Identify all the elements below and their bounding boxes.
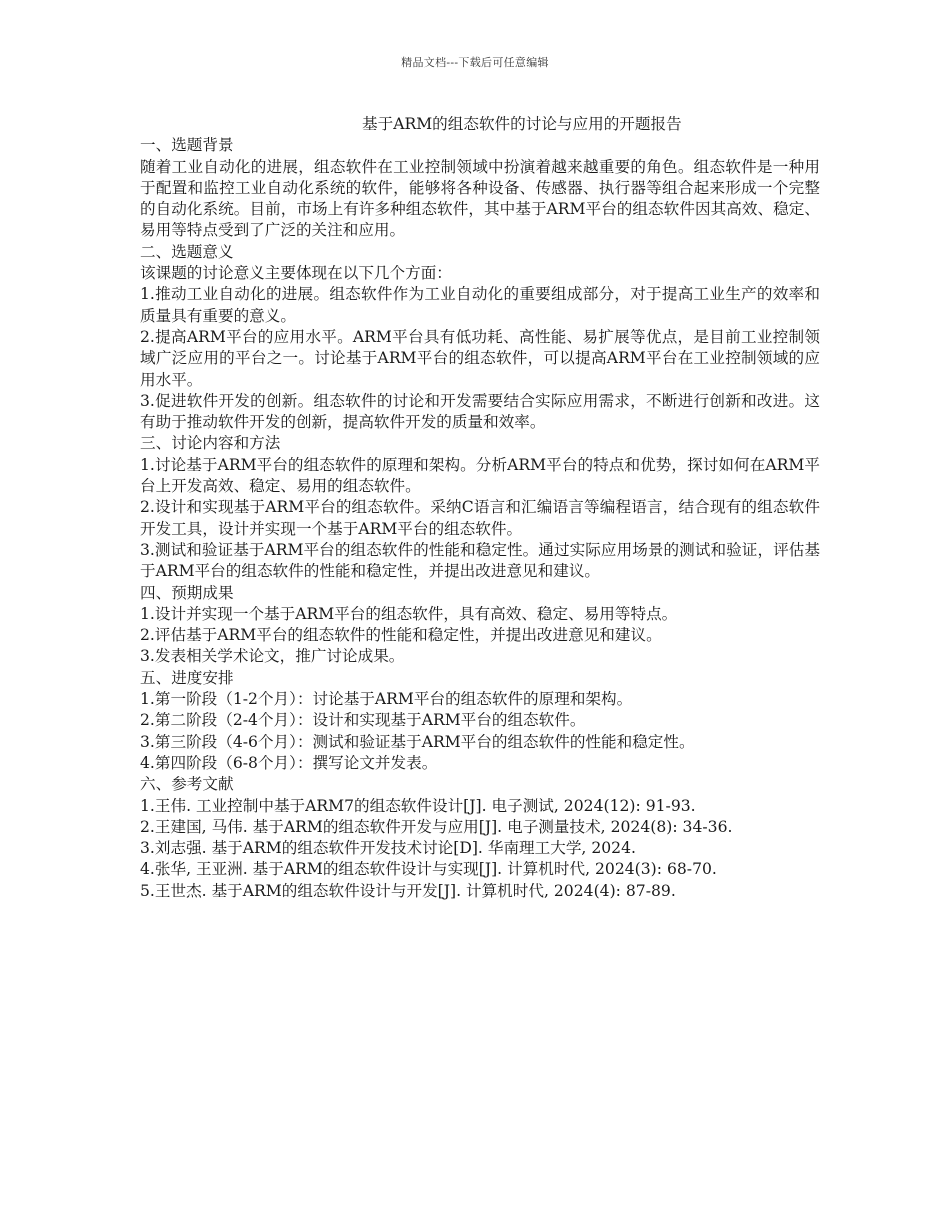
significance-intro: 该课题的讨论意义主要体现在以下几个方面： xyxy=(140,264,452,283)
references-list xyxy=(140,796,820,902)
section-heading-schedule: 五、进度安排 xyxy=(140,668,234,687)
list-item: 3.促进软件开发的创新。组态软件的讨论和开发需要结合实际应用需求，不断进行创新和改进。这有助于推动软件开发的创新，提高软件开发的质量和效率。 xyxy=(140,391,820,432)
list-item: 4.第四阶段（6-8个月）：撰写论文并发表。 xyxy=(140,753,438,772)
list-item: 1.第一阶段（1-2个月）：讨论基于ARM平台的组态软件的原理和架构。 xyxy=(140,690,633,709)
section-heading-content-methods: 三、讨论内容和方法 xyxy=(140,434,281,453)
list-item: 2.评估基于ARM平台的组态软件的性能和稳定性，并提出改进意见和建议。 xyxy=(140,626,662,645)
section-heading-background: 一、选题背景 xyxy=(140,136,234,155)
document-body xyxy=(140,114,820,902)
reference-item: 2.王建国, 马伟. 基于ARM的组态软件开发与应用[J]. 电子测量技术, 2024(8): 34-36. xyxy=(140,817,733,836)
list-item: 2.设计和实现基于ARM平台的组态软件。采纳C语言和汇编语言等编程语言，结合现有的组态软件开发工具，设计并实现一个基于ARM平台的组态软件。 xyxy=(140,498,820,538)
list-item: 1.设计并实现一个基于ARM平台的组态软件，具有高效、稳定、易用等特点。 xyxy=(140,604,678,623)
list-item: 2.第二阶段（2-4个月）：设计和实现基于ARM平台的组态软件。 xyxy=(140,711,586,730)
reference-item: 4.张华, 王亚洲. 基于ARM的组态软件设计与实现[J]. 计算机时代, 2024(3): 68-70. xyxy=(140,860,717,879)
section-heading-expected-results: 四、预期成果 xyxy=(140,583,234,602)
expected-results-list xyxy=(140,604,820,668)
content-methods-list xyxy=(140,455,820,583)
list-item: 1.讨论基于ARM平台的组态软件的原理和架构。分析ARM平台的特点和优势，探讨如何在ARM平台上开发高效、稳定、易用的组态软件。 xyxy=(140,455,820,496)
list-item: 3.测试和验证基于ARM平台的组态软件的性能和稳定性。通过实际应用场景的测试和验证，评估基于ARM平台的组态软件的性能和稳定性，并提出改进意见和建议。 xyxy=(140,540,820,581)
reference-item: 3.刘志强. 基于ARM的组态软件开发技术讨论[D]. 华南理工大学, 2024. xyxy=(140,839,636,858)
reference-item: 1.王伟. 工业控制中基于ARM7的组态软件设计[J]. 电子测试, 2024(12): 91-93. xyxy=(140,796,696,815)
schedule-list xyxy=(140,689,820,774)
list-item: 3.发表相关学术论文，推广讨论成果。 xyxy=(140,647,405,666)
section-heading-significance: 二、选题意义 xyxy=(140,242,234,261)
significance-list xyxy=(140,284,820,433)
page-header: 精品文档---下载后可任意编辑 xyxy=(401,56,549,69)
background-paragraph: 随着工业自动化的进展，组态软件在工业控制领域中扮演着越来越重要的角色。组态软件是一种用于配置和监控工业自动化系统的软件，能够将各种设备、传感器、执行器等组合起来形成一个完整的自动化系统。目前，市场上有许多种组态软件，其中基于ARM平台的组态软件因其高效、稳定、易用等特点受到了广泛的关注和应用。 xyxy=(140,157,820,240)
list-item: 3.第三阶段（4-6个月）：测试和验证基于ARM平台的组态软件的性能和稳定性。 xyxy=(140,732,695,751)
document-title: 基于ARM的组态软件的讨论与应用的开题报告 xyxy=(362,115,682,133)
list-item: 1.推动工业自动化的进展。组态软件作为工业自动化的重要组成部分，对于提高工业生产的效率和质量具有重要的意义。 xyxy=(140,285,820,325)
section-heading-references: 六、参考文献 xyxy=(140,775,234,794)
reference-item: 5.王世杰. 基于ARM的组态软件设计与开发[J]. 计算机时代, 2024(4): 87-89. xyxy=(140,881,676,900)
list-item: 2.提高ARM平台的应用水平。ARM平台具有低功耗、高性能、易扩展等优点，是目前工业控制领域广泛应用的平台之一。讨论基于ARM平台的组态软件，可以提高ARM平台在工业控制领域的应用水平。 xyxy=(140,327,820,389)
